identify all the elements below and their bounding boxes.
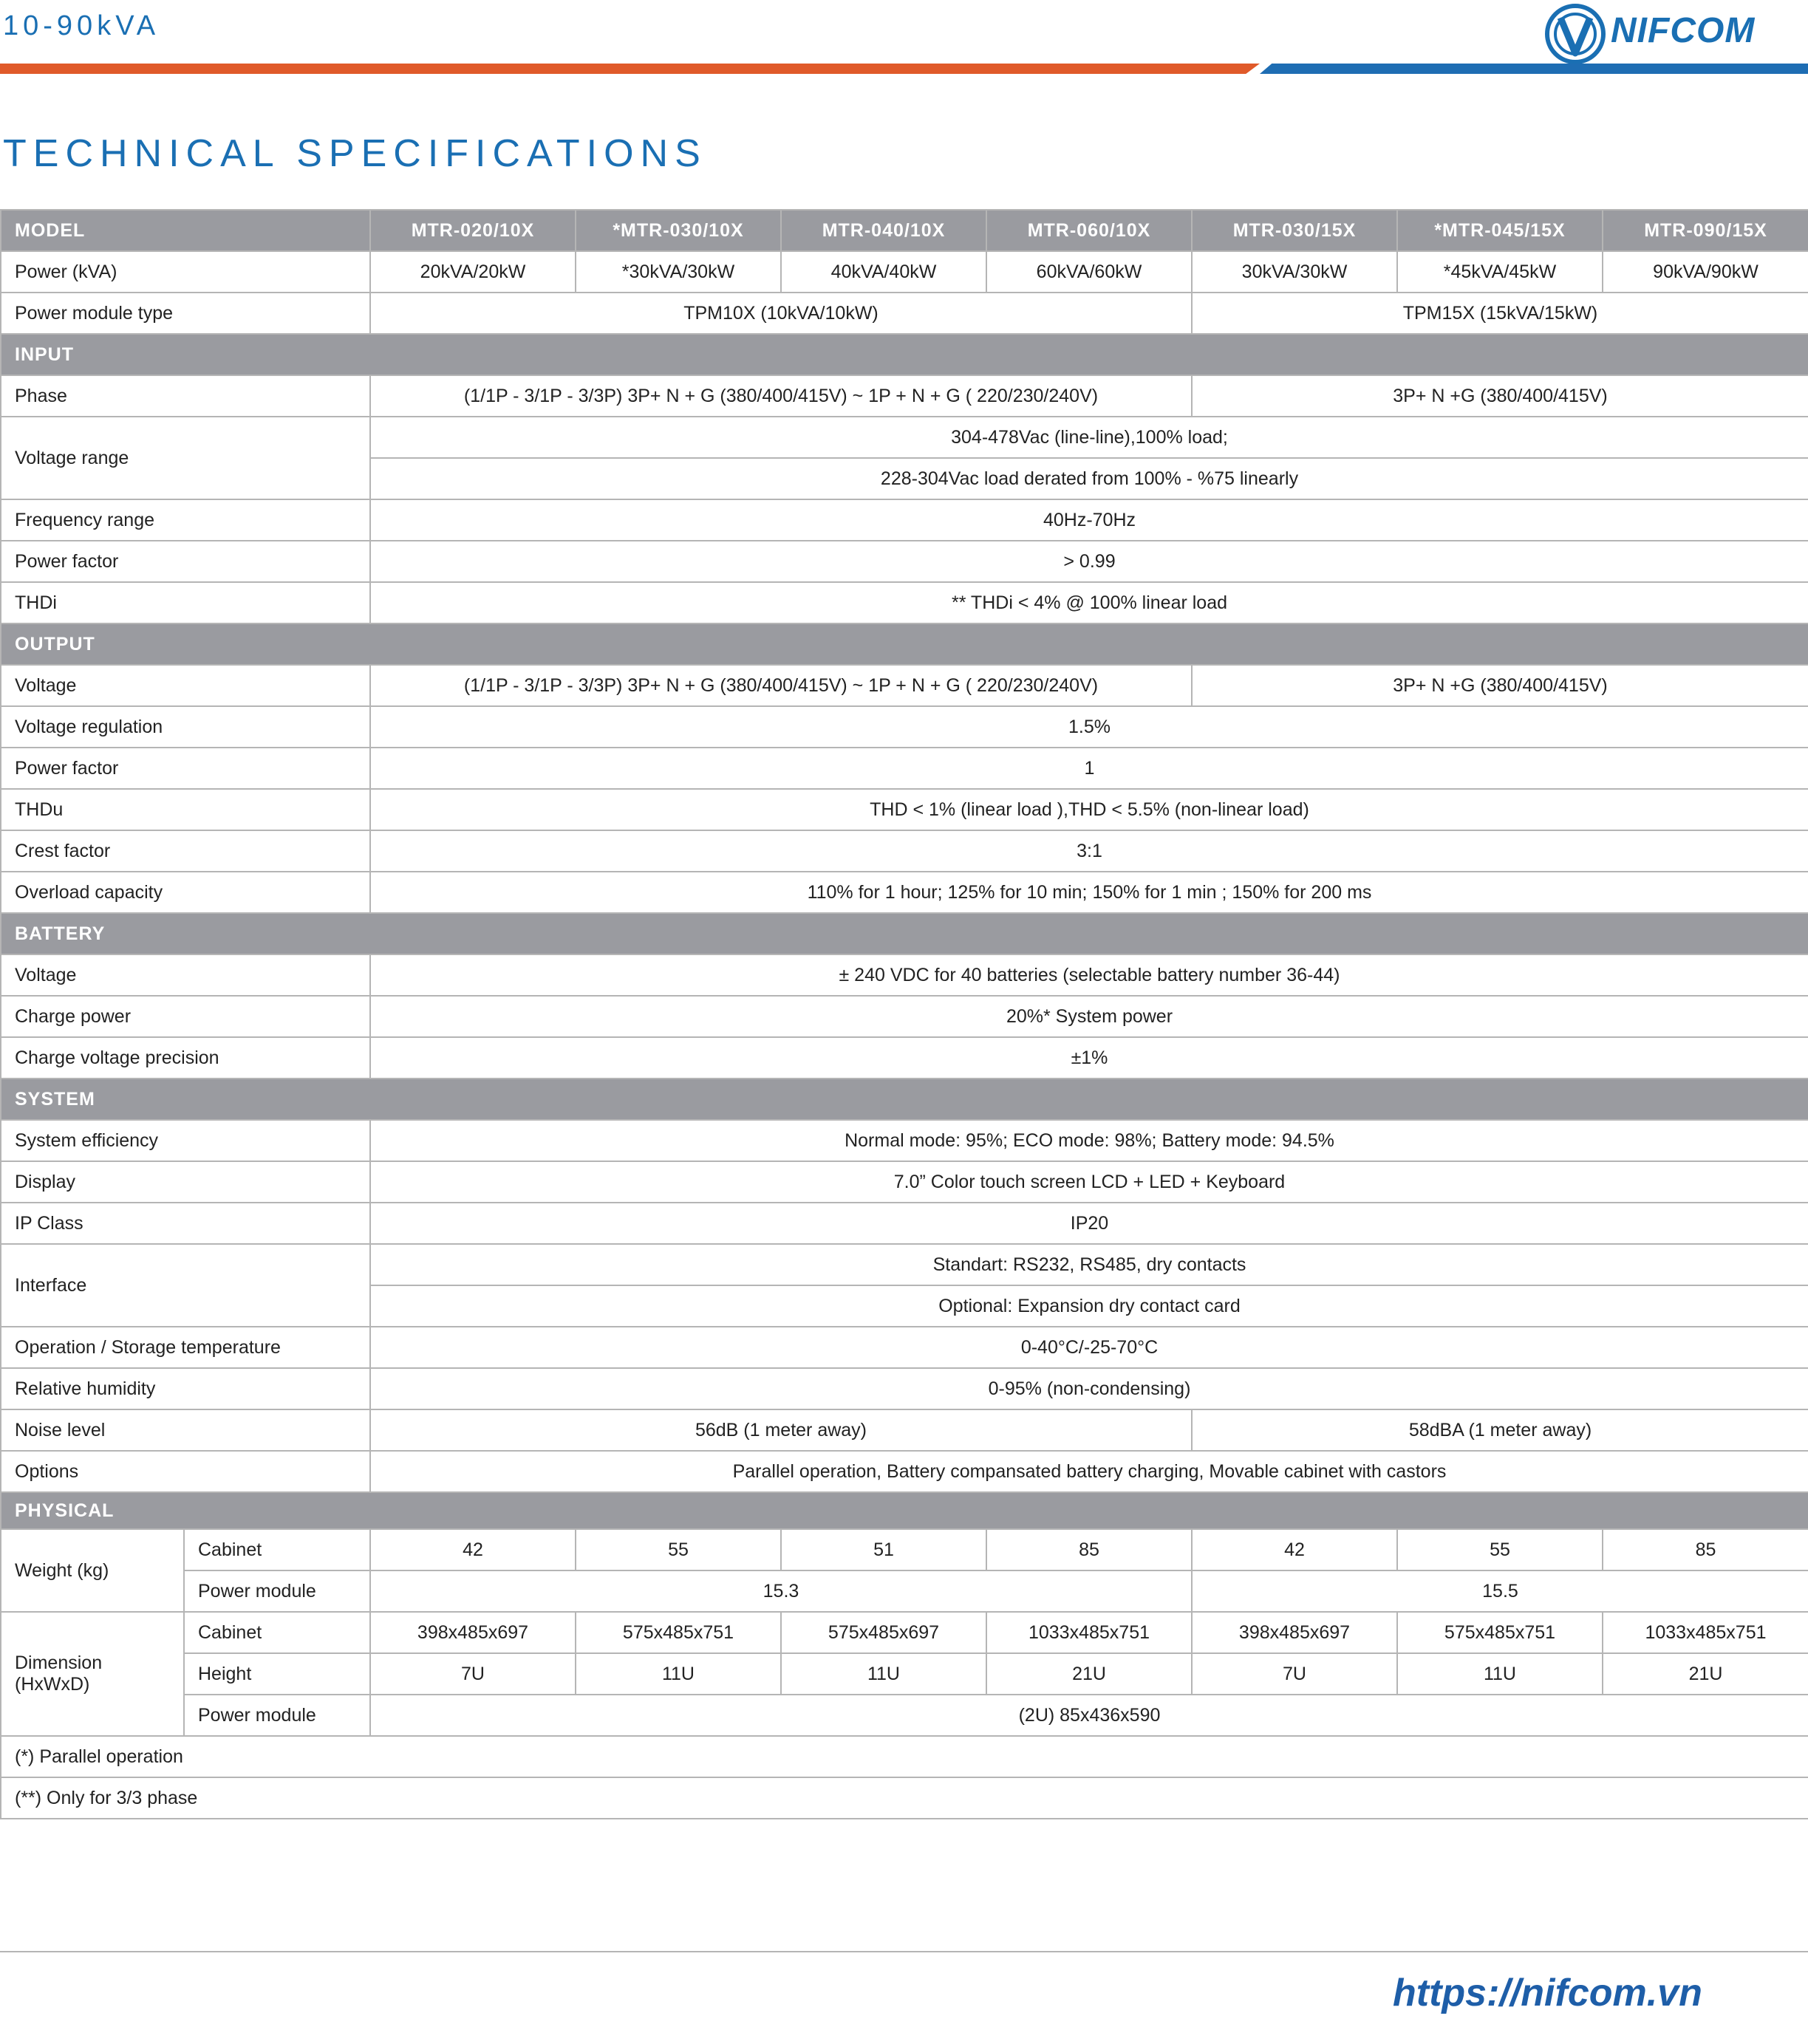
table-row xyxy=(1,1695,1808,1736)
range-title: 10-90kVA xyxy=(3,10,160,41)
section-title: BATTERY xyxy=(1,913,1808,954)
cell-value: 7U xyxy=(370,1653,576,1695)
section-header-system xyxy=(1,1079,1808,1120)
cell-value: 21U xyxy=(986,1653,1192,1695)
table-row xyxy=(1,789,1808,830)
model-name: MTR-040/10X xyxy=(781,210,986,251)
cell-value: 0-40°C/-25-70°C xyxy=(370,1327,1808,1368)
cell-value: 110% for 1 hour; 125% for 10 min; 150% for 1 min ; 150% for 200 ms xyxy=(370,872,1808,913)
cell-value: 51 xyxy=(781,1529,986,1570)
table-row xyxy=(1,1037,1808,1079)
brand-logo xyxy=(1543,0,1779,66)
cell-value: ± 240 VDC for 40 batteries (selectable battery number 36-44) xyxy=(370,954,1808,996)
table-row xyxy=(1,1451,1808,1492)
section-header-physical xyxy=(1,1492,1808,1529)
row-label: Display xyxy=(1,1161,370,1203)
section-header-battery xyxy=(1,913,1808,954)
table-row xyxy=(1,1244,1808,1285)
cell-value: ±1% xyxy=(370,1037,1808,1079)
cell-value: 90kVA/90kW xyxy=(1603,251,1808,293)
cell-value: 3:1 xyxy=(370,830,1808,872)
footnote: (*) Parallel operation xyxy=(1,1736,1808,1777)
row-label: Voltage xyxy=(1,954,370,996)
cell-value: 40kVA/40kW xyxy=(781,251,986,293)
cell-value: 1033x485x751 xyxy=(1603,1612,1808,1653)
cell-value: Parallel operation, Battery compansated battery charging, Movable cabinet with castors xyxy=(370,1451,1808,1492)
row-label: IP Class xyxy=(1,1203,370,1244)
cell-value: 55 xyxy=(1397,1529,1603,1570)
model-name: *MTR-030/10X xyxy=(576,210,781,251)
model-name: MTR-090/15X xyxy=(1603,210,1808,251)
cell-value: 3P+ N +G (380/400/415V) xyxy=(1192,665,1808,706)
section-title: PHYSICAL xyxy=(1,1492,1808,1529)
cell-value: 42 xyxy=(370,1529,576,1570)
row-label xyxy=(1,1612,184,1736)
header-color-bar xyxy=(0,64,1808,74)
row-label: THDi xyxy=(1,582,370,623)
cell-value: 15.3 xyxy=(370,1570,1192,1612)
row-label: Voltage range xyxy=(1,417,370,499)
table-row xyxy=(1,417,1808,458)
cell-value: TPM15X (15kVA/15kW) xyxy=(1192,293,1808,334)
cell-value: 398x485x697 xyxy=(370,1612,576,1653)
row-label: THDu xyxy=(1,789,370,830)
dimension-label: Dimension xyxy=(15,1652,103,1673)
table-row xyxy=(1,954,1808,996)
footnote-row xyxy=(1,1777,1808,1819)
row-label: System efficiency xyxy=(1,1120,370,1161)
row-label: Operation / Storage temperature xyxy=(1,1327,370,1368)
table-row xyxy=(1,1368,1808,1409)
table-row xyxy=(1,1653,1808,1695)
table-row xyxy=(1,375,1808,417)
cell-value: 20%* System power xyxy=(370,996,1808,1037)
section-header-input xyxy=(1,334,1808,375)
table-row xyxy=(1,251,1808,293)
sub-label: Power module xyxy=(184,1570,370,1612)
cell-value: 15.5 xyxy=(1192,1570,1808,1612)
row-label: Voltage xyxy=(1,665,370,706)
cell-value: 0-95% (non-condensing) xyxy=(370,1368,1808,1409)
table-row xyxy=(1,499,1808,541)
table-row xyxy=(1,1570,1808,1612)
cell-value: 85 xyxy=(1603,1529,1808,1570)
section-title: SYSTEM xyxy=(1,1079,1808,1120)
cell-value: 55 xyxy=(576,1529,781,1570)
cell-value: 60kVA/60kW xyxy=(986,251,1192,293)
sub-label: Cabinet xyxy=(184,1612,370,1653)
model-name: *MTR-045/15X xyxy=(1397,210,1603,251)
cell-value: 3P+ N +G (380/400/415V) xyxy=(1192,375,1808,417)
sub-label: Height xyxy=(184,1653,370,1695)
section-title: INPUT xyxy=(1,334,1808,375)
cell-value: Optional: Expansion dry contact card xyxy=(370,1285,1808,1327)
cell-value: 11U xyxy=(1397,1653,1603,1695)
sub-label: Cabinet xyxy=(184,1529,370,1570)
header-bar-orange xyxy=(0,64,1260,74)
cell-value: 11U xyxy=(576,1653,781,1695)
row-label: Options xyxy=(1,1451,370,1492)
table-row xyxy=(1,748,1808,789)
row-label: Overload capacity xyxy=(1,872,370,913)
cell-value: 304-478Vac (line-line),100% load; xyxy=(370,417,1808,458)
header-bar-blue xyxy=(1260,64,1808,74)
cell-value: 30kVA/30kW xyxy=(1192,251,1397,293)
cell-value: (1/1P - 3/1P - 3/3P) 3P+ N + G (380/400/415V) ~ 1P + N + G ( 220/230/240V) xyxy=(370,375,1192,417)
table-row xyxy=(1,1409,1808,1451)
cell-value: 1 xyxy=(370,748,1808,789)
sub-label: Power module xyxy=(184,1695,370,1736)
section-header-output xyxy=(1,623,1808,665)
cell-value: 575x485x751 xyxy=(576,1612,781,1653)
cell-value: 21U xyxy=(1603,1653,1808,1695)
cell-value: (1/1P - 3/1P - 3/3P) 3P+ N + G (380/400/415V) ~ 1P + N + G ( 220/230/240V) xyxy=(370,665,1192,706)
row-label: Power factor xyxy=(1,748,370,789)
row-label: Charge voltage precision xyxy=(1,1037,370,1079)
table-row xyxy=(1,293,1808,334)
cell-value: 575x485x751 xyxy=(1397,1612,1603,1653)
table-row xyxy=(1,582,1808,623)
cell-value: TPM10X (10kVA/10kW) xyxy=(370,293,1192,334)
table-row xyxy=(1,1529,1808,1570)
model-header-row xyxy=(1,210,1808,251)
cell-value: 40Hz-70Hz xyxy=(370,499,1808,541)
footnote: (**) Only for 3/3 phase xyxy=(1,1777,1808,1819)
row-label: Voltage regulation xyxy=(1,706,370,748)
cell-value: Standart: RS232, RS485, dry contacts xyxy=(370,1244,1808,1285)
cell-value: 1.5% xyxy=(370,706,1808,748)
row-label: Phase xyxy=(1,375,370,417)
cell-value: 7.0” Color touch screen LCD + LED + Keyboard xyxy=(370,1161,1808,1203)
section-title: OUTPUT xyxy=(1,623,1808,665)
page-title: TECHNICAL SPECIFICATIONS xyxy=(3,132,707,175)
cell-value: 1033x485x751 xyxy=(986,1612,1192,1653)
footer-divider xyxy=(0,1951,1808,1952)
model-name: MTR-020/10X xyxy=(370,210,576,251)
table-row xyxy=(1,1327,1808,1368)
row-label: Frequency range xyxy=(1,499,370,541)
logo-icon xyxy=(1543,1,1609,68)
logo-text: NIFCOM xyxy=(1611,11,1756,50)
cell-value: 398x485x697 xyxy=(1192,1612,1397,1653)
model-name: MTR-030/15X xyxy=(1192,210,1397,251)
table-row xyxy=(1,706,1808,748)
row-label: Power factor xyxy=(1,541,370,582)
cell-value: 575x485x697 xyxy=(781,1612,986,1653)
table-row xyxy=(1,996,1808,1037)
model-name: MTR-060/10X xyxy=(986,210,1192,251)
cell-value: 85 xyxy=(986,1529,1192,1570)
cell-value: 56dB (1 meter away) xyxy=(370,1409,1192,1451)
row-label: Weight (kg) xyxy=(1,1529,184,1612)
cell-value: *30kVA/30kW xyxy=(576,251,781,293)
table-row xyxy=(1,541,1808,582)
cell-value: Normal mode: 95%; ECO mode: 98%; Battery mode: 94.5% xyxy=(370,1120,1808,1161)
website-link[interactable]: https://nifcom.vn xyxy=(1393,1972,1702,2014)
table-row xyxy=(1,665,1808,706)
cell-value: ** THDi < 4% @ 100% linear load xyxy=(370,582,1808,623)
row-label: Relative humidity xyxy=(1,1368,370,1409)
row-label: Noise level xyxy=(1,1409,370,1451)
spec-table xyxy=(0,209,1808,1819)
cell-value: THD < 1% (linear load ),THD < 5.5% (non-linear load) xyxy=(370,789,1808,830)
cell-value: *45kVA/45kW xyxy=(1397,251,1603,293)
cell-value: 42 xyxy=(1192,1529,1397,1570)
footnote-row xyxy=(1,1736,1808,1777)
row-label: Power (kVA) xyxy=(1,251,370,293)
model-label: MODEL xyxy=(1,210,370,251)
table-row xyxy=(1,1120,1808,1161)
row-label: Charge power xyxy=(1,996,370,1037)
table-row xyxy=(1,1161,1808,1203)
cell-value: IP20 xyxy=(370,1203,1808,1244)
cell-value: 58dBA (1 meter away) xyxy=(1192,1409,1808,1451)
cell-value: 228-304Vac load derated from 100% - %75 linearly xyxy=(370,458,1808,499)
row-label: Interface xyxy=(1,1244,370,1327)
row-label: Power module type xyxy=(1,293,370,334)
cell-value: 7U xyxy=(1192,1653,1397,1695)
row-label: Crest factor xyxy=(1,830,370,872)
table-row xyxy=(1,1203,1808,1244)
cell-value: 11U xyxy=(781,1653,986,1695)
table-row xyxy=(1,1612,1808,1653)
cell-value: 20kVA/20kW xyxy=(370,251,576,293)
dimension-unit: (HxWxD) xyxy=(15,1674,90,1695)
table-row xyxy=(1,830,1808,872)
cell-value: (2U) 85x436x590 xyxy=(370,1695,1808,1736)
table-row xyxy=(1,872,1808,913)
cell-value: > 0.99 xyxy=(370,541,1808,582)
